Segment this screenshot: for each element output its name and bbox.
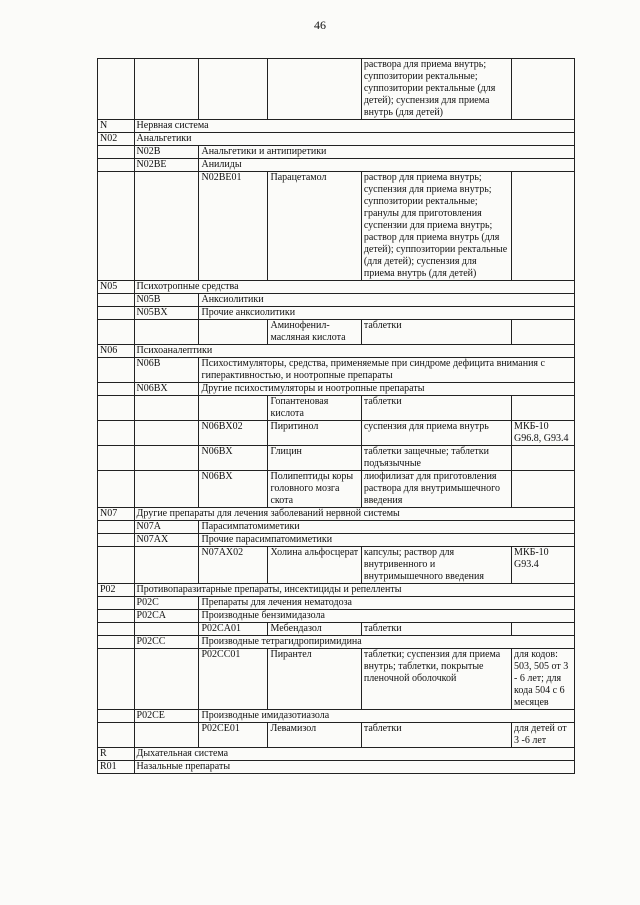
table-cell: N07 (98, 508, 135, 521)
table-row (98, 294, 575, 307)
table-cell (199, 396, 268, 421)
table-cell: P02C (134, 597, 199, 610)
table-cell: N06BX (134, 383, 199, 396)
table-cell (98, 610, 135, 623)
table-cell: таблетки; суспензия для приема внутрь; таблетки, покрытые пленочной оболочкой (361, 649, 511, 710)
table-row (98, 584, 575, 597)
table-cell: Нервная система (134, 120, 574, 133)
table-cell: Полипептиды коры головного мозга скота (268, 471, 361, 508)
table-cell (98, 723, 135, 748)
table-row (98, 761, 575, 774)
table-cell: таблетки (361, 396, 511, 421)
table-cell: N02BE (134, 159, 199, 172)
table-cell: Мебендазол (268, 623, 361, 636)
table-cell: МКБ-10 G93.4 (512, 547, 575, 584)
table-row (98, 521, 575, 534)
table-cell (512, 59, 575, 120)
table-cell: Другие психостимуляторы и ноотропные препараты (199, 383, 575, 396)
table-row (98, 610, 575, 623)
table-row (98, 59, 575, 120)
table-cell (98, 421, 135, 446)
table-cell: для кодов: 503, 505 от 3 - 6 лет; для кода 504 с 6 месяцев (512, 649, 575, 710)
table-cell: P02CE01 (199, 723, 268, 748)
table-row (98, 623, 575, 636)
page-number: 46 (314, 18, 326, 32)
table-cell (134, 172, 199, 281)
table-cell: таблетки защечные; таблетки подъязычные (361, 446, 511, 471)
table-cell (98, 294, 135, 307)
table-row (98, 396, 575, 421)
table-cell (98, 146, 135, 159)
table-row (98, 345, 575, 358)
table-cell: N06BX (199, 446, 268, 471)
table-cell: Психотропные средства (134, 281, 574, 294)
table-cell (98, 446, 135, 471)
table-cell: Психоаналептики (134, 345, 574, 358)
table-cell: N07AX02 (199, 547, 268, 584)
table-cell (98, 649, 135, 710)
table-cell: N02 (98, 133, 135, 146)
table-cell (98, 623, 135, 636)
table-cell: Гопантеновая кислота (268, 396, 361, 421)
table-cell: N06B (134, 358, 199, 383)
table-cell (134, 723, 199, 748)
table-cell (98, 597, 135, 610)
table-row (98, 358, 575, 383)
table-cell: Анилиды (199, 159, 575, 172)
table-cell: N02B (134, 146, 199, 159)
table-row (98, 421, 575, 446)
table-cell: N07AX (134, 534, 199, 547)
table-cell (98, 547, 135, 584)
table-cell: Прочие анксиолитики (199, 307, 575, 320)
table-row (98, 649, 575, 710)
table-cell (512, 623, 575, 636)
table-cell: Парасимпатомиметики (199, 521, 575, 534)
table-cell (512, 172, 575, 281)
table-cell: Дыхательная система (134, 748, 574, 761)
table-row (98, 307, 575, 320)
table-cell: R (98, 748, 135, 761)
table-cell (98, 521, 135, 534)
table-cell (98, 159, 135, 172)
table-cell: P02CC (134, 636, 199, 649)
table-cell (98, 358, 135, 383)
table-cell: N05BX (134, 307, 199, 320)
table-cell (134, 471, 199, 508)
table-cell (134, 320, 199, 345)
table-row (98, 547, 575, 584)
table-cell (134, 649, 199, 710)
table-cell: Пиритинол (268, 421, 361, 446)
table-cell: раствор для приема внутрь; суспензия для приема внутрь; суппозитории ректальные; гранулы для приготовления суспензии для приема внутрь; раствор для приема внутрь (для детей); суппозитории ректальные (для детей); суспензия для приема внутрь (для детей) (361, 172, 511, 281)
table-row (98, 446, 575, 471)
table-cell (199, 59, 268, 120)
table-cell: капсулы; раствор для внутривенного и внутримышечного введения (361, 547, 511, 584)
table-cell (98, 396, 135, 421)
table-row (98, 748, 575, 761)
table-cell: раствора для приема внутрь; суппозитории ректальные; суппозитории ректальные (для детей); суспензия для приема внутрь (для детей) (361, 59, 511, 120)
table-cell: Анальгетики и антипиретики (199, 146, 575, 159)
table-cell: Препараты для лечения нематодоза (199, 597, 575, 610)
table-cell: Аминофенил-масляная кислота (268, 320, 361, 345)
table-cell (512, 446, 575, 471)
table-cell (134, 59, 199, 120)
table-cell: для детей от 3 -6 лет (512, 723, 575, 748)
table-row (98, 146, 575, 159)
table-cell: N06BX02 (199, 421, 268, 446)
table-cell: P02CA01 (199, 623, 268, 636)
table-cell: лиофилизат для приготовления раствора для внутримышечного введения (361, 471, 511, 508)
table-row (98, 534, 575, 547)
table-cell: Левамизол (268, 723, 361, 748)
table-cell (512, 396, 575, 421)
table-row (98, 597, 575, 610)
table-cell: таблетки (361, 723, 511, 748)
table-row (98, 383, 575, 396)
table-cell: N05 (98, 281, 135, 294)
table-cell: P02CE (134, 710, 199, 723)
table-row (98, 133, 575, 146)
table-cell (98, 307, 135, 320)
table-cell: N05B (134, 294, 199, 307)
table-cell (98, 471, 135, 508)
table-row (98, 320, 575, 345)
table-row (98, 508, 575, 521)
table-row (98, 159, 575, 172)
table-cell (268, 59, 361, 120)
table-cell (98, 534, 135, 547)
table-row (98, 120, 575, 133)
table-cell: P02CA (134, 610, 199, 623)
table-cell: МКБ-10 G96.8, G93.4 (512, 421, 575, 446)
table-cell: N06BX (199, 471, 268, 508)
table-cell (134, 623, 199, 636)
table-cell (512, 471, 575, 508)
table-cell: Прочие парасимпатомиметики (199, 534, 575, 547)
table-cell: Психостимуляторы, средства, применяемые при синдроме дефицита внимания с гиперактивностью, и ноотропные препараты (199, 358, 575, 383)
table-cell (98, 320, 135, 345)
table-cell: N07A (134, 521, 199, 534)
table-row (98, 710, 575, 723)
table-cell (98, 710, 135, 723)
table-cell: Анксиолитики (199, 294, 575, 307)
table-cell (134, 547, 199, 584)
table-cell: Назальные препараты (134, 761, 574, 774)
table-row (98, 172, 575, 281)
table-cell (98, 636, 135, 649)
table-cell: Производные тетрагидропиримидина (199, 636, 575, 649)
table-cell: Пирантел (268, 649, 361, 710)
table-cell: N (98, 120, 135, 133)
table-cell: P02CC01 (199, 649, 268, 710)
table-row (98, 281, 575, 294)
table-cell (134, 396, 199, 421)
table-cell: Анальгетики (134, 133, 574, 146)
table-cell: Глицин (268, 446, 361, 471)
table-cell (98, 59, 135, 120)
table-cell (98, 383, 135, 396)
table-cell: Производные имидазотиазола (199, 710, 575, 723)
table-cell: N06 (98, 345, 135, 358)
table-cell (98, 172, 135, 281)
table-cell: P02 (98, 584, 135, 597)
table-row (98, 636, 575, 649)
table-cell: Противопаразитарные препараты, инсектициды и репелленты (134, 584, 574, 597)
table-cell: Холина альфосцерат (268, 547, 361, 584)
table-cell (134, 446, 199, 471)
table-cell: таблетки (361, 623, 511, 636)
medication-table (97, 58, 575, 774)
table-cell: Другие препараты для лечения заболеваний нервной системы (134, 508, 574, 521)
table-cell (199, 320, 268, 345)
table-row (98, 723, 575, 748)
table-cell: Производные бензимидазола (199, 610, 575, 623)
table-row (98, 471, 575, 508)
table-body (98, 59, 575, 774)
table-cell: суспензия для приема внутрь (361, 421, 511, 446)
table-cell: N02BE01 (199, 172, 268, 281)
table-cell: таблетки (361, 320, 511, 345)
table-cell (512, 320, 575, 345)
table-cell: Парацетамол (268, 172, 361, 281)
table-cell (134, 421, 199, 446)
table-cell: R01 (98, 761, 135, 774)
